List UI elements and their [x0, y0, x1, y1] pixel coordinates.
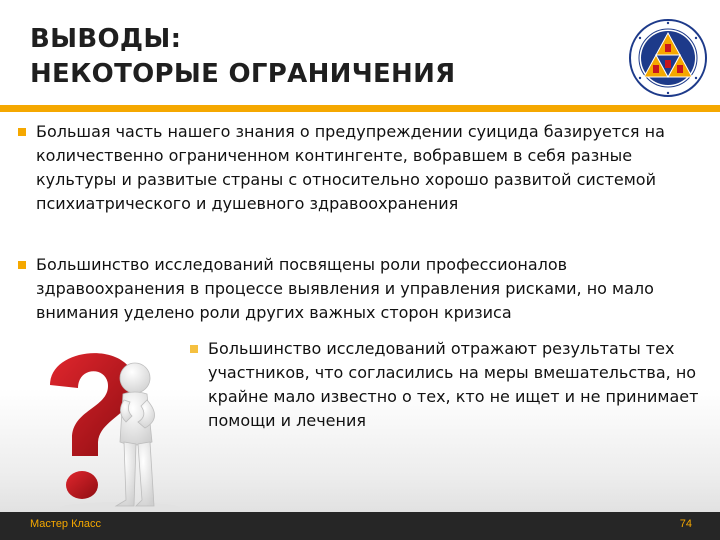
- title-line-2: НЕКОТОРЫЕ ОГРАНИЧЕНИЯ: [30, 59, 456, 89]
- slide-title: [30, 22, 456, 92]
- bullet-2: [18, 253, 716, 325]
- bullet-2-text: Большинство исследований посвящены роли профессионалов здравоохранения в процессе выявления и управления рисками, но мало внимания уделено роли других важных сторон кризиса: [36, 255, 654, 322]
- footer-label: Мастер Класс: [30, 518, 102, 530]
- bullet-marker-icon: [18, 128, 26, 136]
- bullet-marker-icon: [190, 345, 198, 353]
- bullet-1-text: Большая часть нашего знания о предупреждении суицида базируется на количественно ограниченном контингенте, вобравшем в себя разные культуры и развитые страны с относительно хорошо развитой системой психиатрического и душевного здравоохранения: [36, 122, 665, 213]
- title-line-1: ВЫВОДЫ:: [30, 24, 182, 54]
- accent-rule: [0, 105, 720, 112]
- bullet-3: [190, 337, 718, 433]
- bullet-3-text: Большинство исследований отражают результаты тех участников, что согласились на меры вмешательства, но крайне мало известно о тех, кто не ищет и не принимает помощи и лечения: [208, 339, 699, 430]
- association-logo-icon: [628, 18, 708, 98]
- figure-with-question-mark-icon: [20, 330, 190, 515]
- bullet-marker-icon: [18, 261, 26, 269]
- footer-bar: [0, 512, 720, 540]
- page-number: 74: [679, 518, 692, 530]
- bullet-1: [18, 120, 716, 216]
